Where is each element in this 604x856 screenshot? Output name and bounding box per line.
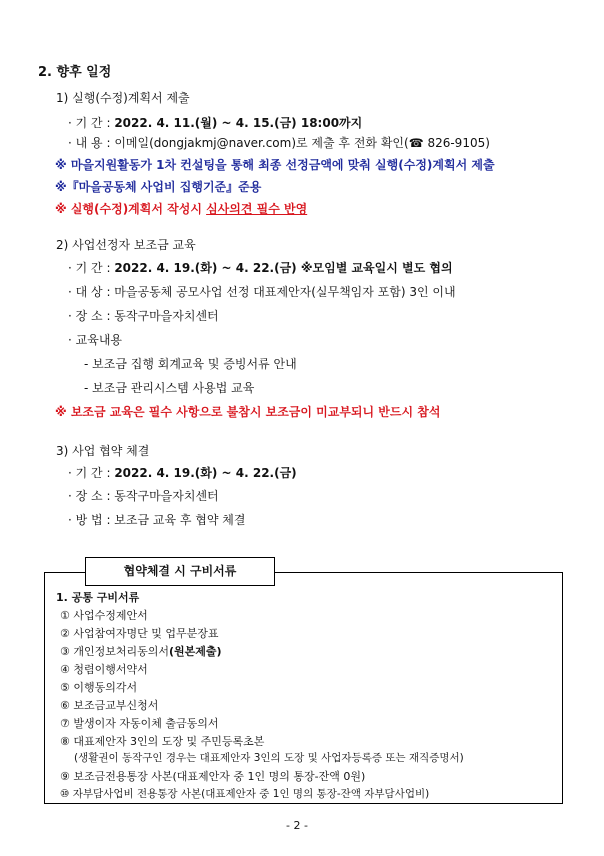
doc-item-4: ④ 청렴이행서약서 xyxy=(60,663,148,676)
doc-item-6: ⑥ 보조금교부신청서 xyxy=(60,699,159,712)
doc-item-3 xyxy=(60,646,222,657)
doc-item-2: ② 사업참여자명단 및 업무분장표 xyxy=(60,627,219,640)
doc-item-9: ⑨ 보조금전용통장 사본(대표제안자 중 1인 명의 통장-잔액 0원) xyxy=(60,770,366,783)
s3-period-value: 2022. 4. 19.(화) ~ 4. 22.(금) xyxy=(114,466,297,480)
s2-item-system: - 보조금 관리시스템 사용법 교육 xyxy=(84,381,255,395)
s1-content-value: 이메일(dongjakmj@naver.com)로 제출 후 전화 확인(☎ 826-9105) xyxy=(114,136,490,150)
s1-period xyxy=(68,117,362,129)
s3-method: · 방 법 : 보조금 교육 후 협약 체결 xyxy=(68,513,246,527)
doc-item-1: ① 사업수정제안서 xyxy=(60,609,148,622)
page-number: - 2 - xyxy=(286,819,308,832)
s2-period-label: · 기 간 : xyxy=(68,261,115,275)
s1-period-label: · 기 간 : xyxy=(68,116,115,130)
s3-period-label: · 기 간 : xyxy=(68,466,115,480)
doc-item-8: ⑧ 대표제안자 3인의 도장 및 주민등록초본 xyxy=(60,735,265,748)
s1-content xyxy=(68,137,490,149)
s1-note-standard: ※『마을공동체 사업비 집행기준』준용 xyxy=(55,180,262,194)
s2-note-mandatory: ※ 보조금 교육은 필수 사항으로 불참시 보조금이 미교부되니 반드시 참석 xyxy=(55,405,441,419)
s3-heading: 3) 사업 협약 체결 xyxy=(56,444,150,458)
s2-content-heading: · 교육내용 xyxy=(68,333,122,347)
s1-heading: 1) 실행(수정)계획서 제출 xyxy=(56,91,190,105)
s2-period-value: 2022. 4. 19.(화) ~ 4. 22.(금) ※모임별 교육일시 별도 협의 xyxy=(114,261,453,275)
s2-item-accounting: - 보조금 집행 회계교육 및 증빙서류 안내 xyxy=(84,357,297,371)
doc-item-8-note: (생활권이 동작구인 경우는 대표제안자 3인의 도장 및 사업자등록증 또는 재직증명서) xyxy=(74,752,464,764)
s1-content-label: · 내 용 : xyxy=(68,136,115,150)
s1-note-review xyxy=(55,203,307,215)
doc-item-5: ⑤ 이행동의각서 xyxy=(60,681,138,694)
doc-item-10: ⑩ 자부담사업비 전용통장 사본(대표제안자 중 1인 명의 통장-잔액 자부담사업비) xyxy=(60,788,430,800)
s3-place: · 장 소 : 동작구마을자치센터 xyxy=(68,489,219,503)
s2-target: · 대 상 : 마을공동체 공모사업 선정 대표제안자(실무책임자 포함) 3인 이내 xyxy=(68,285,456,299)
s2-heading: 2) 사업선정자 보조금 교육 xyxy=(56,238,196,252)
section-title: 2. 향후 일정 xyxy=(38,65,112,80)
required-documents-title: 협약체결 시 구비서류 xyxy=(85,557,275,586)
s2-place: · 장 소 : 동작구마을자치센터 xyxy=(68,309,219,323)
s2-period xyxy=(68,262,453,274)
doc-item-7: ⑦ 발생이자 자동이체 출금동의서 xyxy=(60,717,219,730)
docs-subtitle: 1. 공통 구비서류 xyxy=(56,591,140,604)
s1-note-consulting: ※ 마을지원활동가 1차 컨설팅을 통해 최종 선정금액에 맞춰 실행(수정)계획서 제출 xyxy=(55,158,495,172)
doc-item-3-text: ③ 개인정보처리동의서 xyxy=(60,645,169,658)
s1-note-review-prefix: ※ 실행(수정)계획서 작성시 xyxy=(55,202,207,216)
s3-period xyxy=(68,467,297,479)
s1-note-review-underlined: 심사의견 필수 반영 xyxy=(206,202,308,216)
s1-period-value: 2022. 4. 11.(월) ~ 4. 15.(금) 18:00까지 xyxy=(114,116,363,130)
doc-item-3-original: (원본제출) xyxy=(169,645,222,658)
